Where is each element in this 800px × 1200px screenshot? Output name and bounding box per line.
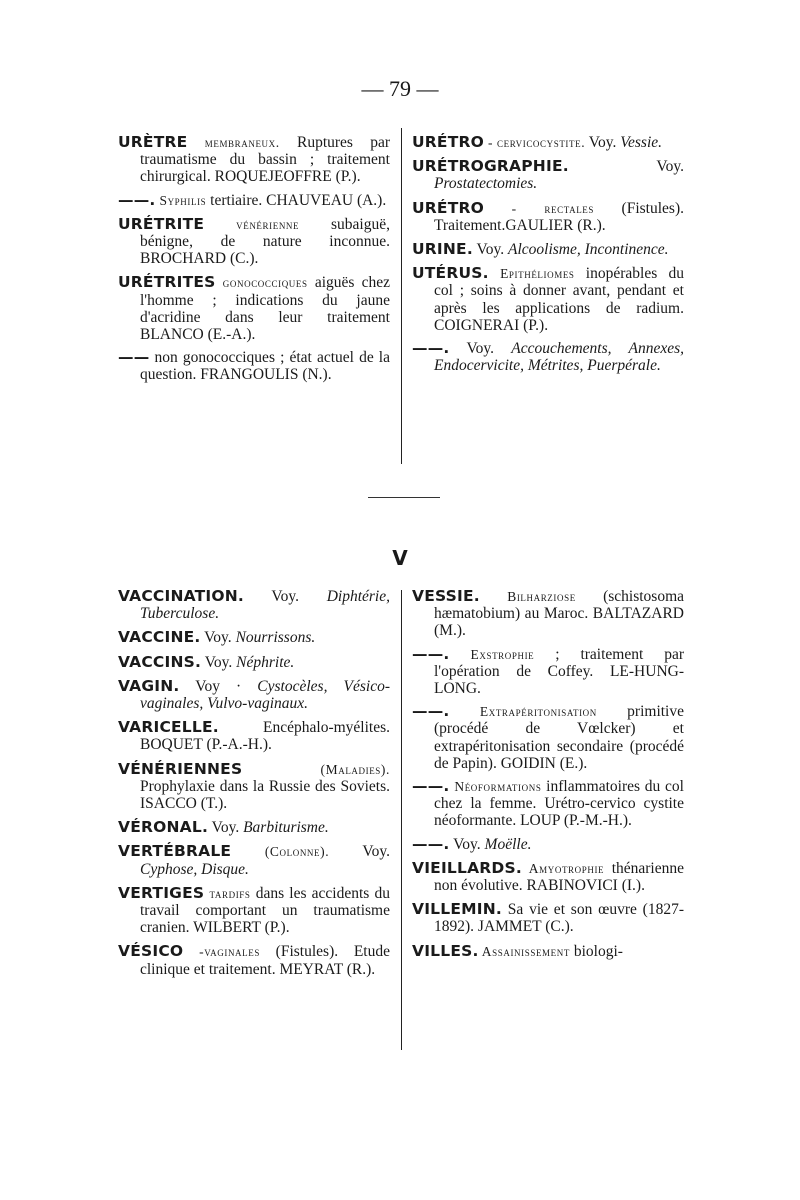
- entry-text: inopérables du col ; soins à donner avant, pendant et après les applications de radium. COIGNERAI (P.).: [434, 265, 685, 334]
- entry-headword: ——.: [412, 834, 450, 853]
- entry-headword: ——.: [118, 190, 156, 209]
- entry-headword: VILLEMIN.: [412, 900, 502, 919]
- index-entry: [412, 703, 684, 772]
- index-entry: [118, 134, 390, 186]
- index-entry: [118, 761, 390, 813]
- index-entry: [118, 349, 390, 383]
- entry-qualifier: Epithéliomes: [488, 266, 575, 282]
- entry-text: Ruptures par traumatisme du bassin ; traitement chirurgical. ROQUEJEOFFRE (P.).: [140, 134, 390, 186]
- entry-qualifier: - rectales: [484, 200, 594, 216]
- section-letter: V: [392, 546, 408, 570]
- entry-reference: Diphtérie, Tuberculose.: [140, 588, 390, 623]
- entry-headword: ——.: [412, 702, 450, 721]
- entry-headword: VÉRONAL.: [118, 818, 209, 837]
- index-entry: [412, 901, 684, 935]
- entry-headword: URÉTROGRAPHIE.: [412, 157, 569, 176]
- entry-headword: ——: [118, 348, 150, 367]
- index-entry: [412, 646, 684, 698]
- entry-text: Voy.: [200, 629, 236, 647]
- entry-headword: ——.: [412, 777, 450, 796]
- entry-qualifier: gonococciques: [215, 275, 308, 291]
- entry-headword: UTÉRUS.: [412, 264, 489, 283]
- entry-qualifier: tardifs: [204, 885, 251, 901]
- entry-headword: ——.: [412, 644, 450, 663]
- entry-text: inflammatoires du col chez la femme. Urétro-cervico cystite néoformante. LOUP (P.-M.-H.).: [434, 778, 684, 830]
- index-entry: [412, 265, 684, 334]
- entry-qualifier: Syphilis: [155, 192, 207, 208]
- entry-headword: VARICELLE.: [118, 718, 219, 737]
- entry-headword: VACCINE.: [118, 628, 201, 647]
- entry-reference: Alcoolisme, Incontinence.: [507, 241, 669, 259]
- entry-reference: Néphrite.: [236, 653, 295, 671]
- entry-text: Voy ·: [179, 677, 258, 695]
- entry-text: Encéphalo-myélites. BOQUET (P.-A.-H.).: [140, 719, 390, 754]
- index-entry: [412, 778, 684, 830]
- entry-text: Prophylaxie dans la Russie des Soviets. ISACCO (T.).: [140, 777, 390, 813]
- bottom-right-column: [412, 588, 684, 967]
- entry-reference: Cystocèles, Vésico-vaginales, Vulvo-vaginaux.: [140, 677, 391, 713]
- entry-text: Voy.: [244, 588, 327, 605]
- entry-text: Voy.: [472, 241, 508, 259]
- top-column-rule: [401, 128, 402, 464]
- entry-qualifier: Bilharziose: [479, 589, 576, 604]
- entry-reference: Prostatectomies.: [434, 175, 538, 193]
- index-entry: [412, 943, 684, 960]
- index-entry: [412, 200, 684, 234]
- entry-headword: VERTÉBRALE: [118, 842, 232, 861]
- entry-text: dans les accidents du travail comportant un traumatisme cranien. WILBERT (P.).: [140, 884, 390, 937]
- entry-qualifier: Exstrophie: [449, 646, 535, 662]
- entry-text: aiguës chez l'homme ; indications du jaune d'acridine dans leur traitement BLANCO (E.-A.).: [140, 274, 390, 344]
- entry-text: subaiguë, bénigne, de nature inconnue. BROCHARD (C.).: [140, 215, 390, 268]
- entry-qualifier: (Maladies).: [242, 761, 390, 777]
- entry-text: Voy.: [585, 134, 621, 151]
- entry-text: tertiaire. CHAUVEAU (A.).: [206, 191, 387, 209]
- entry-text: (Fistules). Traitement.GAULIER (R.).: [434, 199, 684, 234]
- entry-reference: Barbiturisme.: [243, 819, 329, 837]
- entry-text: (schistosoma hæmatobium) au Maroc. BALTAZARD (M.).: [434, 588, 684, 640]
- entry-reference: Vessie.: [620, 134, 663, 151]
- index-entry: [118, 192, 390, 209]
- entry-headword: VACCINATION.: [118, 587, 244, 605]
- index-entry: [118, 629, 390, 646]
- index-entry: [118, 216, 390, 268]
- index-entry: [118, 654, 390, 671]
- entry-text: primitive (procédé de Vœlcker) et extrapéritonisation secondaire (procédé de Papin). GOIDIN (E.).: [434, 703, 684, 772]
- entry-qualifier: Néoformations: [449, 779, 542, 795]
- entry-text: thénarienne non évolutive. RABINOVICI (I.).: [434, 859, 684, 895]
- top-right-column: [412, 134, 684, 381]
- index-entry: [118, 274, 390, 343]
- index-entry: [412, 241, 684, 258]
- entry-headword: VILLES.: [412, 941, 479, 960]
- index-entry: [118, 885, 390, 937]
- entry-text: (Fistules). Etude clinique et traitement. MEYRAT (R.).: [140, 943, 390, 978]
- entry-headword: URÉTRO: [412, 133, 484, 151]
- entry-headword: VAGIN.: [118, 676, 180, 695]
- bottom-column-rule: [401, 590, 402, 1050]
- index-entry: [412, 836, 684, 853]
- entry-qualifier: Extrapéritonisation: [449, 704, 597, 720]
- entry-text: Voy.: [329, 843, 390, 861]
- entry-text: Voy.: [208, 819, 244, 837]
- entry-reference: Nourrissons.: [235, 629, 316, 647]
- index-entry: [412, 340, 684, 374]
- entry-headword: ——.: [412, 339, 450, 358]
- entry-reference: Accouchements, Annexes, Endocervicite, Métrites, Puerpérale.: [434, 340, 684, 375]
- entry-text: Voy.: [201, 653, 237, 671]
- section-separator: [368, 497, 440, 498]
- entry-headword: URÈTRE: [118, 133, 188, 151]
- entry-headword: VERTIGES: [118, 883, 205, 902]
- index-entry: [118, 943, 390, 977]
- entry-qualifier: vénérienne: [204, 216, 300, 232]
- entry-headword: URÉTRO: [412, 198, 484, 217]
- page-number: — 79 —: [361, 76, 439, 101]
- entry-qualifier: Assainissement: [478, 943, 570, 959]
- entry-headword: URÉTRITES: [118, 273, 216, 292]
- entry-text: Voy.: [568, 158, 684, 176]
- index-entry: [118, 819, 390, 836]
- index-entry: [118, 719, 390, 753]
- entry-qualifier: -vaginales: [183, 944, 260, 960]
- index-entry: [412, 860, 684, 894]
- entry-headword: VÉNÉRIENNES: [118, 759, 243, 778]
- bottom-left-column: [118, 588, 390, 985]
- entry-reference: Moëlle.: [484, 835, 532, 853]
- entry-text: Voy.: [449, 835, 485, 853]
- entry-text: non gonococciques ; état actuel de la question. FRANGOULIS (N.).: [140, 349, 390, 384]
- entry-headword: VACCINS.: [118, 652, 202, 671]
- entry-headword: VESSIE.: [412, 587, 480, 605]
- top-left-column: [118, 134, 390, 391]
- entry-headword: VIEILLARDS.: [412, 858, 522, 877]
- entry-reference: Cyphose, Disque.: [140, 860, 249, 878]
- entry-text: Voy.: [449, 340, 512, 358]
- entry-qualifier: membraneux.: [187, 135, 280, 150]
- entry-text: ; traitement par l'opération de Coffey. LE-HUNG-LONG.: [434, 645, 684, 698]
- entry-text: biologi-: [569, 942, 623, 960]
- entry-headword: URÉTRITE: [118, 214, 205, 233]
- index-entry: [118, 843, 390, 877]
- index-entry: [118, 678, 390, 712]
- entry-qualifier: - cervicocystite.: [484, 135, 586, 150]
- index-entry: [412, 158, 684, 192]
- index-entry: [118, 588, 390, 622]
- entry-headword: VÉSICO: [118, 942, 184, 961]
- entry-text: Sa vie et son œuvre (1827-1892). JAMMET (C.).: [434, 901, 684, 936]
- entry-qualifier: Amyotrophie: [521, 860, 605, 876]
- entry-headword: URINE.: [412, 240, 473, 259]
- entry-qualifier: (Colonne).: [231, 844, 330, 860]
- index-entry: [412, 134, 684, 151]
- index-entry: [412, 588, 684, 640]
